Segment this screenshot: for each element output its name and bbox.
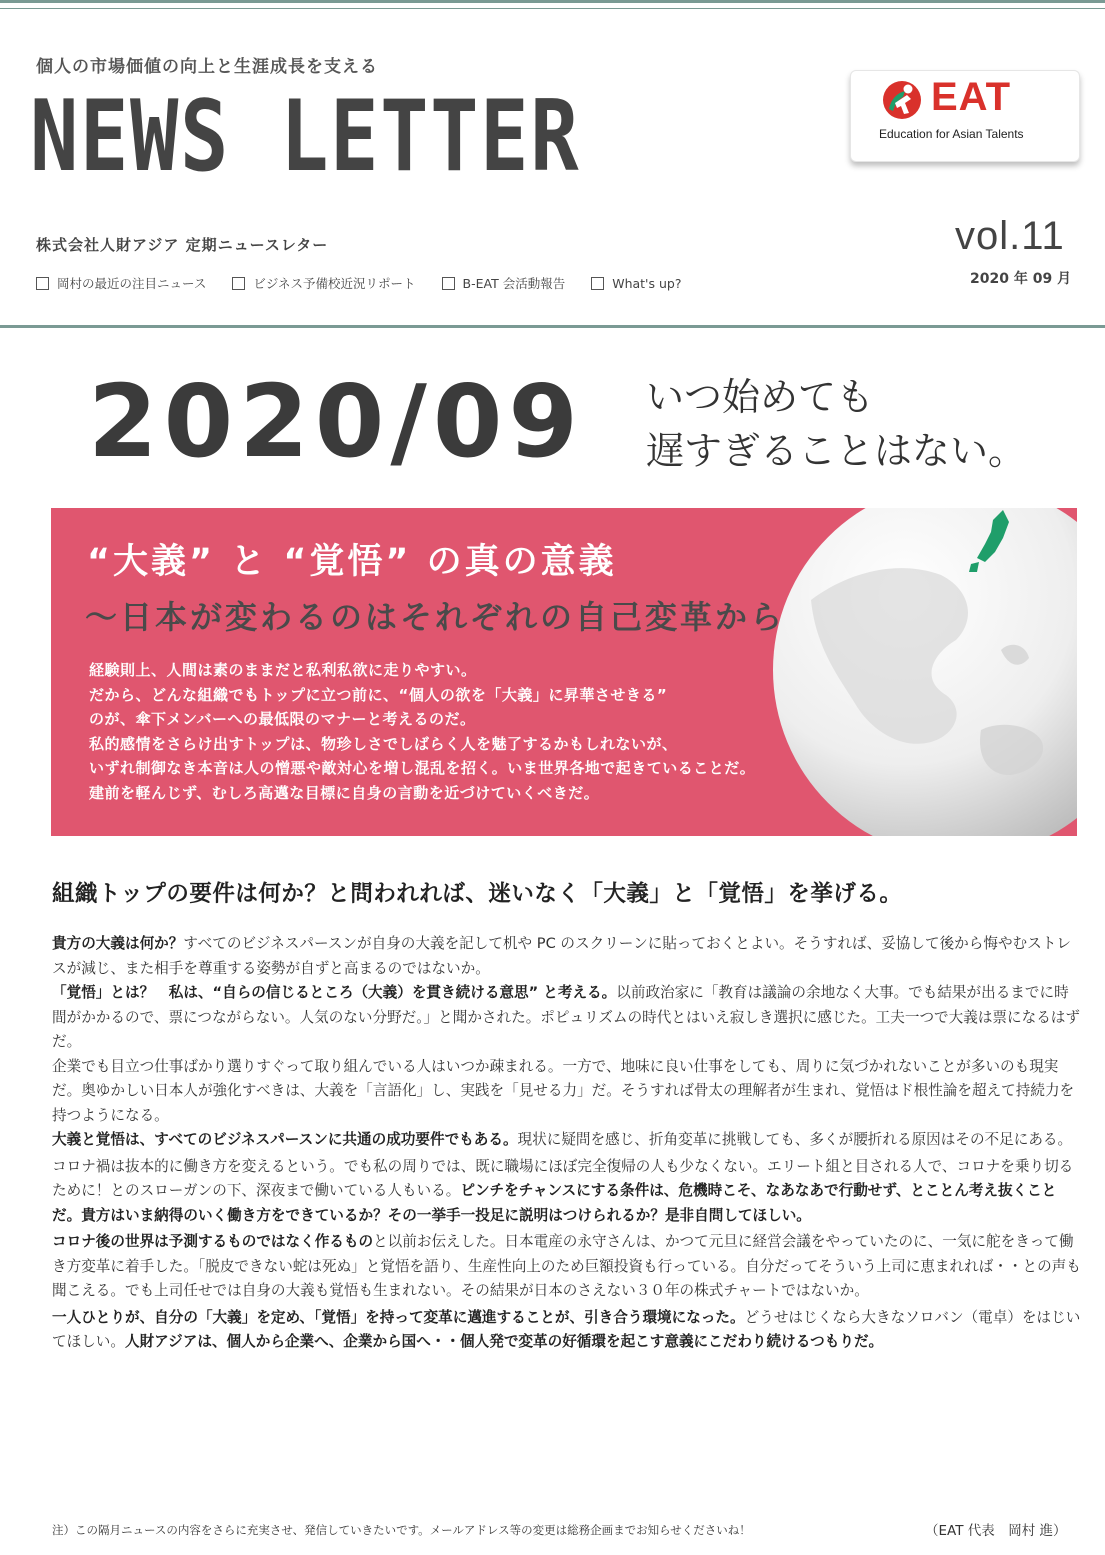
emphasis: コロナ後の世界は予測するものではなく作るもの	[52, 1233, 374, 1250]
checkbox-icon	[591, 277, 604, 290]
emphasis: 人財アジアは、個人から企業へ、企業から国へ・・個人発で変革の好循環を起こす意義にこだわり続けるつもりだ。	[124, 1333, 884, 1350]
article-heading: 組織トップの要件は何か？と問われれば、迷いなく「大義」と「覚悟」を挙げる。	[52, 881, 903, 907]
category-item[interactable]	[36, 274, 206, 292]
checkbox-icon	[232, 277, 245, 290]
feature-line: 建前を軽んじず、むしろ高邁な目標に自身の言動を近づけていくべきだ。	[89, 783, 600, 802]
feature-title: “大義” と “覚悟” の真の意義	[87, 542, 617, 582]
paragraph-text: コロナ禍は抜本的に働き方を変えるという。でも私の周りでは、既に職場にほぼ完全復帰の人も少なくない。エリート組と目される人で、コロナを乗り切るために！とのスローガンの下、深夜まで働いている人もいる。	[52, 1157, 1074, 1199]
emphasis: 大義と覚悟は、すべてのビジネスパースンに共通の成功要件でもある。	[52, 1131, 518, 1148]
article-paragraph	[52, 981, 1082, 1055]
category-item[interactable]	[232, 274, 415, 292]
logo-wordmark: EAT	[931, 75, 1012, 119]
paragraph-text: 以前政治家に「教育は議論の余地なく大事。でも結果が出るまでに時間がかかるので、票につながらない。人気のない分野だ。」と聞かされた。ポピュリズムの時代とはいえ寂しき選択に感じた。工夫一つで大義は票になるはずだ。	[52, 984, 1080, 1050]
slogan-line: 遅すぎることはない。	[646, 429, 1027, 473]
emphasis: ピンチをチャンスにする条件は、危機時こそ、なあなあで行動せず、とことん考え抜くことだ。貴方はいま納得のいく働き方をできているか？その一挙手一投足に説明はつけられるか？是非自問してほしい。	[52, 1182, 1057, 1224]
hero-slogan	[646, 370, 1026, 478]
top-rule-thin	[0, 8, 1105, 9]
article-paragraph	[52, 1306, 1082, 1355]
category-label: What's up?	[612, 275, 682, 291]
checkbox-icon	[442, 277, 455, 290]
feature-box	[51, 508, 1077, 836]
company-subtitle: 株式会社人財アジア 定期ニュースレター	[36, 236, 329, 254]
header-rule	[0, 325, 1105, 328]
article-paragraph	[52, 1155, 1082, 1229]
category-list	[36, 274, 681, 292]
feature-line: 私的感情をさらけ出すトップは、物珍しさでしばらく人を魅了するかもしれないが、	[89, 734, 678, 753]
article-paragraph	[52, 932, 1082, 981]
slogan-line: いつ始めても	[646, 375, 875, 419]
eat-person-icon	[881, 79, 923, 121]
feature-line: 経験則上、人間は素のままだと私利私欲に走りやすい。	[89, 661, 477, 679]
article-body	[52, 932, 1082, 1355]
paragraph-text: どうせはじくなら大きなソロバン（電卓）をはじいてほしい。	[52, 1308, 1081, 1350]
feature-line: のが、傘下メンバーへの最低限のマナーと考えるのだ。	[89, 710, 476, 728]
paragraph-text: と以前お伝えした。日本電産の永守さんは、かつて元旦に経営会議をやっていたのに、一気に舵をきって働き方変革に着手した。「脱皮できない蛇は死ぬ」と覚悟を語り、生産性向上のため巨額投資も行っている。自分だってそういう上司に恵まれれば・・との声も聞こえる。でも上司任せでは自身の大義も覚悟も生まれない。その結果が日本のさえない３０年の株式チャートではないか。	[52, 1233, 1081, 1299]
article-paragraph	[52, 1230, 1082, 1304]
checkbox-icon	[36, 277, 49, 290]
author-signature: （EAT 代表 岡村 進）	[925, 1523, 1067, 1539]
feature-line: だから、どんな組織でもトップに立つ前に、“個人の欲を「大義」に昇華させきる”	[89, 685, 668, 704]
paragraph-text: 現状に疑問を感じ、折角変革に挑戦しても、多くが腰折れる原因はその不足にある。	[517, 1131, 1073, 1148]
category-label: B-EAT 会活動報告	[462, 276, 566, 291]
category-label: 岡村の最近の注目ニュース	[57, 276, 207, 291]
hero-date: 2020/09	[88, 363, 585, 480]
feature-line: いずれ制御なき本音は人の憎悪や敵対心を増し混乱を招く。いま世界各地で起きていることだ。	[89, 759, 756, 777]
feature-subtitle: ～日本が変わるのはそれぞれの自己変革から	[85, 598, 786, 636]
globe-icon	[771, 508, 1077, 836]
newsletter-title: NEWS LETTER	[30, 80, 581, 194]
paragraph-text: すべてのビジネスパースンが自身の大義を記して机や PC のスクリーンに貼っておくとよい。そうすれば、妥協して後から悔やむストレスが減じ、また相手を尊重する姿勢が自ずと高まるのではないか。	[52, 935, 1071, 977]
top-rule	[0, 0, 1105, 3]
category-item[interactable]	[591, 274, 681, 292]
feature-body	[89, 658, 755, 805]
emphasis: 貴方の大義は何か？	[52, 935, 184, 952]
volume-number: vol.11	[955, 214, 1065, 258]
tagline: 個人の市場価値の向上と生涯成長を支える	[36, 57, 378, 77]
issue-date: 2020 年 09 月	[970, 271, 1072, 287]
paragraph-text: 企業でも目立つ仕事ばかり選りすぐって取り組んでいる人はいつか疎まれる。一方で、地味に良い仕事をしても、周りに気づかれないことが多いのも現実だ。奥ゆかしい日本人が強化すべきは、大義を「言語化」し、実践を「見せる力」だ。そうすれば骨太の理解者が生まれ、覚悟はド根性論を超えて持続力を持つようになる。	[52, 1057, 1075, 1124]
category-item[interactable]	[442, 274, 566, 292]
emphasis: 一人ひとりが、自分の「大義」を定め、「覚悟」を持って変革に邁進することが、引き合う環境になった。	[52, 1308, 745, 1326]
eat-logo	[850, 70, 1080, 162]
article-paragraph	[52, 1128, 1082, 1153]
category-label: ビジネス予備校近況リポート	[253, 276, 416, 291]
emphasis: 「覚悟」とは？ 私は、“自らの信じるところ（大義）を貫き続ける意思” と考える。	[52, 984, 617, 1001]
footnote: 注）この隔月ニュースの内容をさらに充実させ、発信していきたいです。メールアドレス等の変更は総務企画までお知らせくださいね！	[52, 1523, 751, 1537]
article-paragraph	[52, 1055, 1082, 1129]
logo-subtitle: Education for Asian Talents	[879, 127, 1024, 141]
